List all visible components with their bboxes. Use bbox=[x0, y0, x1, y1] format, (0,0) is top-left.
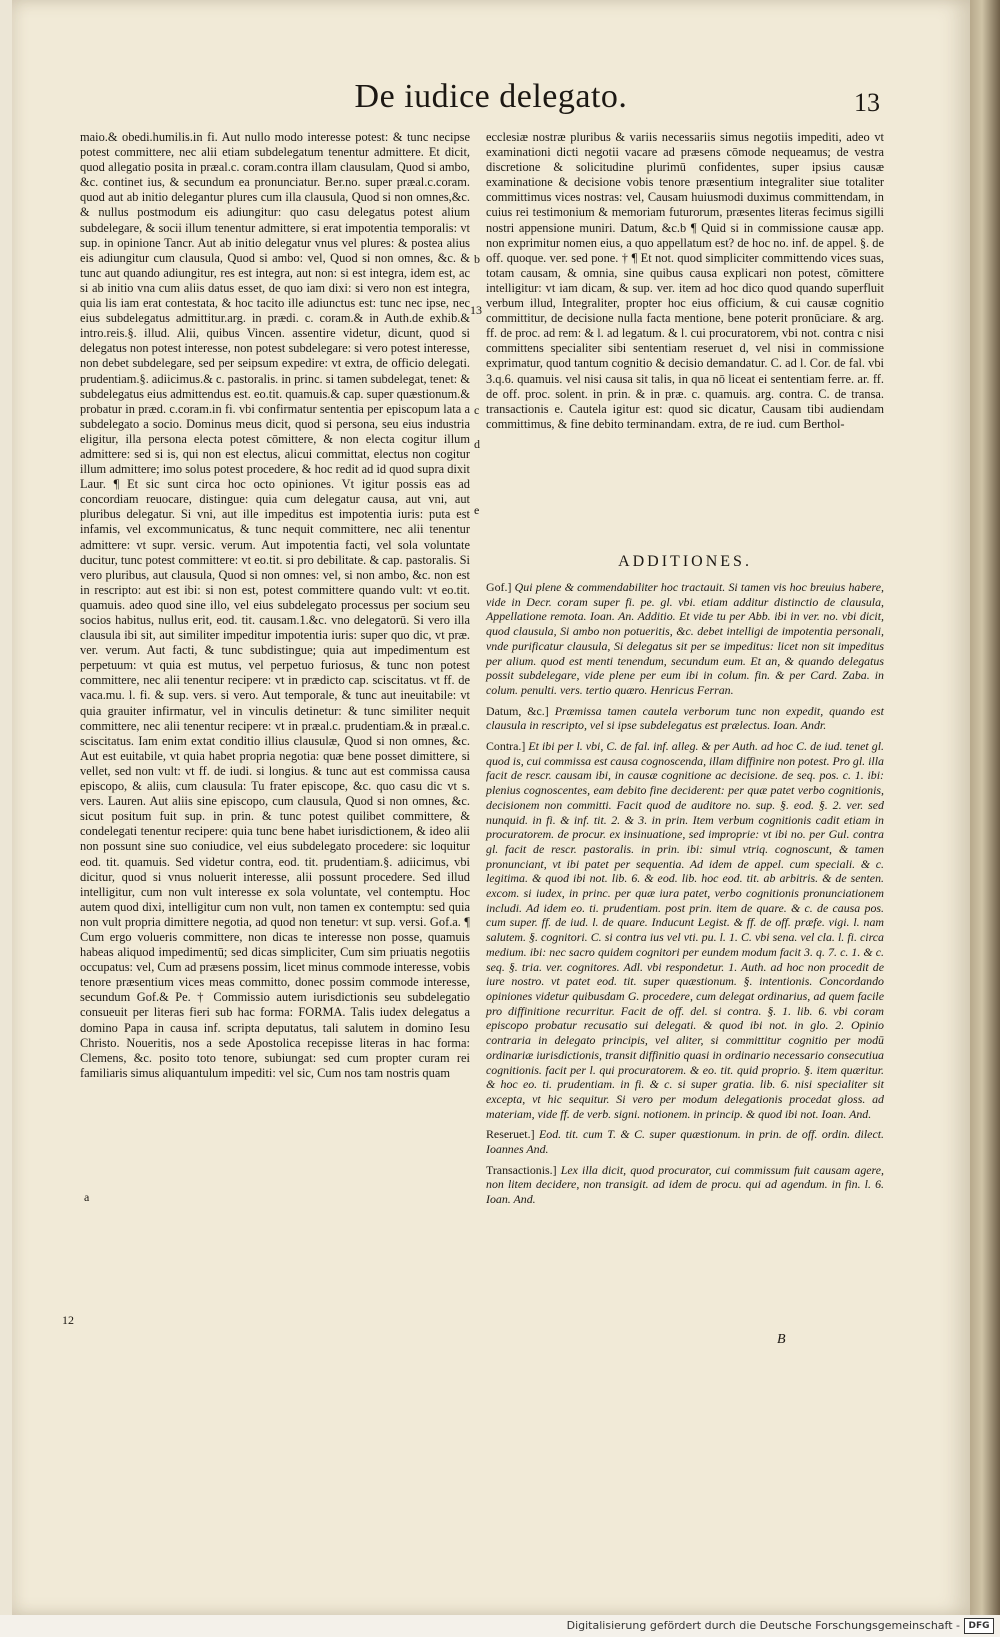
addition-lemma: Reseruet.] bbox=[486, 1127, 535, 1142]
addition-lemma: Transactionis.] bbox=[486, 1162, 557, 1177]
signature-mark: B bbox=[777, 1332, 786, 1347]
margin-note-c: c bbox=[474, 403, 480, 417]
additiones-heading: ADDITIONES. bbox=[618, 553, 752, 570]
dfg-logo: DFG bbox=[964, 1618, 994, 1634]
addition-note-e bbox=[486, 1163, 884, 1207]
left-column bbox=[80, 130, 470, 1081]
addition-text: Qui plene & commendabiliter hoc tractauit. Si tamen vis hoc breuius habere, vide in Decr. coram super fi. pe. gl. vbi. etiam additur distinctio de clausula, Appellatione remota. Ioan. An. Additio. Et vide tu per Abb. ibi in ver. no. vbi dicit, quod clausula, Si ambo non potueritis, &c. debet intelligi de impotentia personali, vnde purificatur clausula, Si delegatus sit per se impeditus: licet non sit impeditus per alium. quod est menti tenendum, secundum eum. Et an, & quando delegatus possit subdelegare, vide plene per eum ibi in colum. fin. & per Card. Zaba. in colum. penulti. vers. tertio quæro. Henricus Ferran. bbox=[486, 580, 884, 697]
margin-number-12: 12 bbox=[62, 1313, 74, 1327]
right-column bbox=[486, 130, 884, 432]
margin-note-d: d bbox=[474, 437, 480, 451]
folio-number: 13 bbox=[854, 88, 880, 117]
addition-lemma: Datum, &c.] bbox=[486, 703, 549, 718]
book-edge bbox=[970, 0, 1000, 1615]
digitization-credit: Digitalisierung gefördert durch die Deutsche Forschungsgemeinschaft - bbox=[566, 1619, 960, 1632]
right-column-text: ecclesiæ nostræ pluribus & variis necessariis simus negotiis impediti, adeo vt examinationi dicti negotii vacare ad præsens cōmode nequeamus; de vestra discretione & solicitudine plurimū confidentes, super ipsius causæ examinatione & decisione vobis tenore præsentium integraliter siue totaliter committimus vices nostras: vel, Causam huiusmodi duximus committendam, in cuius rei testimonium & memoriam futurorum, præsentes literas fecimus sigilli nostri appensione muniri. Datum, &c.b ¶ Quid si in commissione causæ app. non exprimitur nomen eius, a quo appellatum est? de hoc no. inf. de appel. §. de off. quoque. ver. sed pone. † ¶ Et not. quod simpliciter committendo vices suas, totam causam, & omnia, sine quibus causa explicari non potest, cōmittere intelligitur: vt iam dicam, & sup. ver. item ad hoc dico quod quando superfluit verbum illud, Integraliter, propter hoc eius officium, & cui causæ cognitio committitur, de decisione nulla facta mentione, bene poterit pronūciare. & arg. ff. de proc. ad rem: & l. ad legatum. & l. cui procuratorem, vbi not. contra c nisi committens specialiter sibi sententiam reseruet d, vel nisi in commissione exprimatur, quod tantum cognitio & decisio demandatur. C. ad l. Cor. de fal. vbi 3.q.6. quamuis. vel nisi causa sit talis, in qua nō liceat ei sententiam ferre. ar. ff. de off. proc. solent. in prin. & in præ. c. quamuis. arg. contra. C. de transa. transactionis e. Cautela igitur est: quod sic dicatur, Causam tibi audiendam committimus, & fine debito terminandam. extra, de re iud. cum Berthol- bbox=[486, 130, 884, 431]
addition-note-b bbox=[486, 704, 884, 733]
margin-note-a-left: a bbox=[84, 1190, 90, 1204]
margin-note-e: e bbox=[474, 503, 480, 517]
addition-text: Eod. tit. cum T. & C. super quæstionum. in prin. de off. ordin. dilect. Ioannes And. bbox=[486, 1127, 884, 1157]
addition-text: Et ibi per l. vbi, C. de fal. inf. alleg. & per Auth. ad hoc C. de iud. tenet gl. quod is, cui commissa est causa cognoscenda, illam diffinire non potest. Pro gl. illa facit de rescr. causam ibi, in causæ cognitione ac decisione. de seq. pos. c. 1. ibi: plenius cognoscentes, eam debito fine deciderent: per quæ patet verbo cognitionis, decisionem non committi. Facit quod de auditore no. sup. §. eod. §. 2. ver. sed nunquid. in fi. & inf. tit. 2. & 3. in prin. Item verbum cognitionis cadit etiam in procuratorem. de procur. ex insinuatione, sed improprie: vt ibi no. per Gul. contra gl. facit de rescr. pastoralis. in prin. ibi: simul vtriq. cognoscunt, & tamen pronunciant, vt ibi patet per sequentia. Ad idem de appel. cum speciali. & c. legitima. & quod ibi not. lib. 6. & eod. lib. hoc eod. tit. ab arbitris. & de senten. excom. si iudex, in princ. per quæ iura patet, verbo cognitionis pronunciationem includi. Ad idem eo. ti. prudentiam. post prin. item de quare. & c. de causa pos. cum super. ff. de iud. l. de quare. Inducunt Legist. & ff. de off. præfe. vigi. l. nam salutem. §. cognitori. C. si contra ius vel vti. pu. l. 1. C. vbi sena. vel cla. l. fi. circa medium. ibi: nec sacro quidem cognitori per eundem modum facit 3. q. 7. c. 1. & c. seq. §. tria. ver. cognitores. Adl. vbi respondetur. 1. Auth. ad hoc non procedit de iure nostro. vt patet eod. tit. super quæstionum. §. intentionis. Concordando opiniones videtur quibusdam G. procedere, cum delegat ordinarius, ad quem facile pro diffinitione recurritur. Facit de off. del. si contra. §. 1. lib. 6. vbi coram episcopo probatur recusatio sui delegati. & quod ibi not. in glo. 2. Opinio contraria in delegato principis, vel aliter, si committitur cognitio per modū ordinariæ iurisdictionis, transit diffinitio quasi in ordinario necessario consecutiua cognitionis. facit per l. qui procuratorem. & eo. tit. quid proprio. §. item quæritur. & hoc eo. ti. prudentiam. in fi. & c. si super gratia. lib. 6. nisi specialiter sit excepta, vt hic sequitur. Si vero per modum delegationis procedat gloss. ad materiam, vide ff. de verb. signi. notionem. in princip. & quod ibi not. Ioan. And. bbox=[486, 739, 884, 1121]
addition-note-a bbox=[486, 580, 884, 698]
addition-note-c bbox=[486, 739, 884, 1121]
additiones-notes bbox=[486, 580, 884, 1213]
margin-note-b: b bbox=[474, 252, 480, 266]
book-page bbox=[12, 0, 970, 1615]
addition-lemma: Contra.] bbox=[486, 739, 526, 754]
margin-number-13: 13 bbox=[470, 303, 482, 317]
addition-text: Præmissa tamen cautela verborum tunc non expedit, quando est clausula in rescripto, vel si ipse subdelegatus est prælectus. Ioan. Andr. bbox=[486, 703, 884, 733]
running-title: De iudice delegato. bbox=[354, 78, 628, 115]
addition-text: Lex illa dicit, quod procurator, cui commissum fuit causam agere, non litem decidere, non transigit. ad idem de procu. qui ad agendum. in fin. l. 6. Ioan. And. bbox=[486, 1162, 884, 1207]
addition-lemma: Gof.] bbox=[486, 580, 512, 594]
left-column-text: maio.& obedi.humilis.in fi. Aut nullo modo interesse potest: & tunc necipse potest committere, nec alii etiam subdelegatum tenentur admittere. Et dicit, quod allegatio posita in præal.c. coram.contra illam clausulam, Quod si ambo, &c. continet ius, & secundum ea pronunciatur. Ber.no. super præal.c.coram. quod aut ab initio delegantur plures cum illa clausula, Quod si non omnes,&c. & nullus postmodum eis adiungitur: quo casu delegatus potest alium subdelegare, & socii illum tenentur admittere, si erat impotentia temporalis: vt sup. in opinione Tancr. Aut ab initio delegatur vnus vel plures: & postea alius eis adiungitur cum clausula, Quod si ambo: vel, Quod si non omnes, &c. & tunc aut quando adiungitur, res est integra, aut non: si est integra, idem est, ac si ab initio vna cum aliis datus esset, de quo iam dixi: si vero non est integra, quia lis iam erat contestata, & hoc tacito ille adiunctus est: tunc nec ipse, nec eius subdelegatus admittitur.arg. in prædi. c. coram.& in Auth.de exhib.& intro.reis.§. illud. Alii, quibus Vincen. assentire videtur, dicunt, quod si delegatus non potest interesse, non potest subdelegare: si vero potest interesse, non debet subdelegare, sed per seipsum expedire: vt extra, de officio delegati. prudentiam.§. adiicimus.& c. pastoralis. in princ. si tamen subdelegat, tenet: & subdelegatus eius admittendus est. eo.tit. quamuis.& cap. super quæstionum.& probatur in præd. c.coram.in fi. vbi confirmatur sententia per episcopum lata a subdelegato a socio. Dominus meus dicit, quod si persona, seu eius industria eligitur, illa persona electa potest cōmittere, & non electa cogitur illum admittere: sed si is, qui non est electus, alicui committat, electus non cogitur illum admittere; imo solus potest procedere, & hoc redit ad id quod supra dixit Laur. ¶ Et sic sunt circa hoc octo opiniones. Vt igitur possis eas ad concordiam reuocare, distingue: quia cum delegatur causa, aut vni, aut pluribus delegatur. Si vni, aut ille impeditus est impotentia iuris: puta est infamis, vel excommunicatus, & tunc nequit committere, nec alii tenentur admittere: vt supr. versic. verum. Aut impotentia facti, vel sola voluntate ducitur, tunc potest committere: vt eo.tit. si pro debilitate. & cap. pastoralis. Si vero pluribus, aut clausula, Quod si non omnes: vel, si non ambo, &c. non est in rescripto: aut est ibi: si non est, potest committere quando vult: vt eo.tit. quamuis. adeo quod sine illo, vel eius subdelegato processus per socium seu socios habitus, nullus erit, eod. tit. causam.1.&c. vno delegatorū. Si vero illa clausula ibi sit, aut similiter impeditur impotentia iuris: super quo dic, vt præ. ver. verum. Aut facti, & tunc subdistingue; quia aut impedimentum est perpetuum: vt quia est mutus, vel perpetuo furiosus, & tunc non potest committere, nec alii tenentur recipere: vt in prædicto cap. sciscitatus. vt ff. de vaca.mu. l. fi. & sup. vers. si vero. Aut temporale, & tunc aut ineuitabile: vt quia grauiter infirmatur, vel in vinculis detinetur: & tunc similiter nequit committere, nec alii tenentur recipere: vt in præal.c. prudentiam.& in præal.c. sciscitatus. Iam enim extat conditio illius clausulæ, Quod si non omnes, &c. Aut est euitabile, vt quia habet propria negotia: quæ bene posset dimittere, si vellet, sed non vult: vt ff. de iudi. si longius. & tunc aut est commissa causa episcopo, & aliis, cum clausula: Tu frater episcope, &c. quo casu dic vt s. vers. Lauren. Aut aliis sine episcopo, cum clausula, Quod si non omnes, &c. sicut positum fuit sup. in prin. & tunc potest quilibet committere, & condelegati tenentur recipere: quia tunc bene habet iurisdictionem, & ideo alii non possunt sine suo coniudice, vel eius subdelegato procedere: sic loquitur eod. tit. quamuis. Sed videtur contra, eod. tit. prudentiam.§. adiicimus, vbi dicitur, quod si vnus noluerit interesse, alii possunt procedere. Sed illud intelligitur, cum non vult interesse ex sola voluntate, vel contemptu. Hoc autem quod dixi, intelligitur cum non vult, non tamen ex contemptu: sed quia non vult propria dimittere negotia, ad quod non tenetur: vt sup. versi. Gof.a. ¶ Cum ergo volueris committere, non dicas te interesse non posse, quamuis habeas aliquod impedimentū; sed dicas simpliciter, Cum sim priuatis negotiis occupatus: vel, Cum ad præsens possim, licet minus commode interesse, vobis tenore præsentium vices meas committo, donec possim commode interesse, secundum Gof.& Pe. † Commissio autem iurisdictionis seu subdelegatio consueuit per literas fieri sub hac forma: FORMA. Talis iudex delegatus a domino Papa in causa inf. scripta deputatus, tali salutem in domino Iesu Christo. Noueritis, nos a sede Apostolica recepisse literas in hac forma: Clemens, &c. posito toto tenore, subiungat: sed cum propter curam rei familiaris simus aliquantulum impediti: vel sic, Cum nos tam nostris quam bbox=[80, 130, 470, 1080]
addition-note-d bbox=[486, 1127, 884, 1156]
